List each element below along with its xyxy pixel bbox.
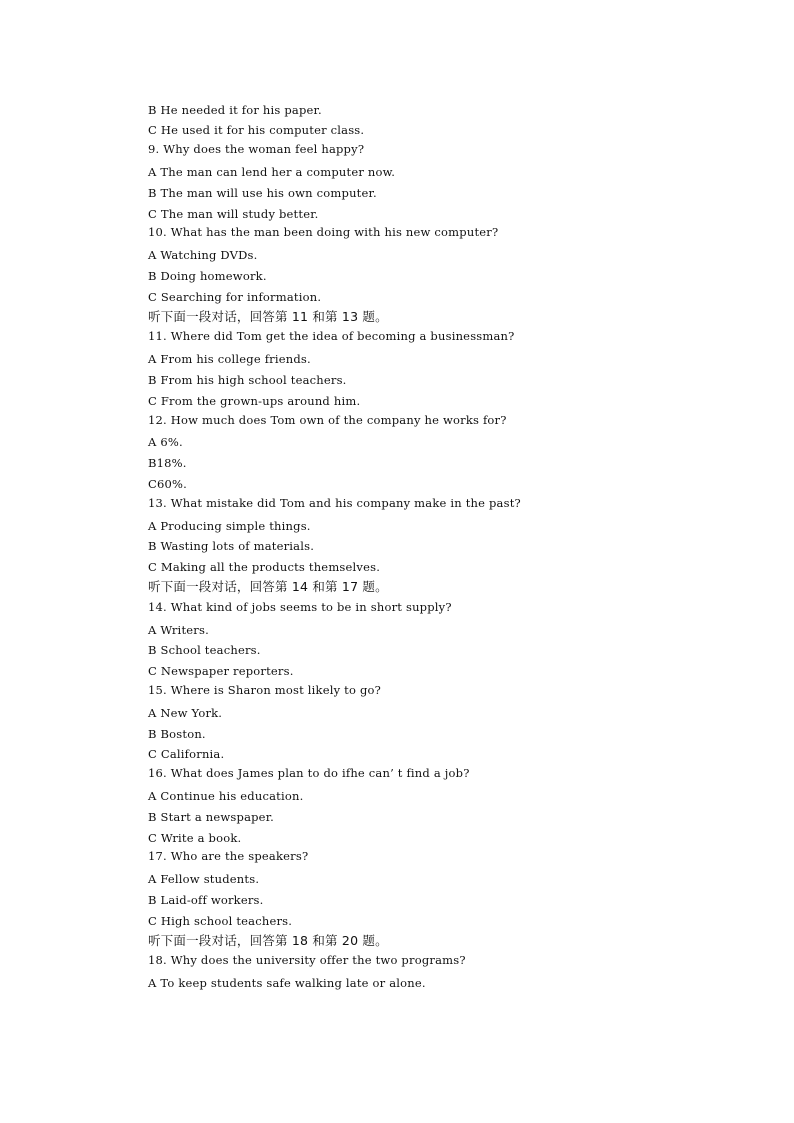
question-line: 11. Where did Tom get the idea of becoming a businessman? [148,329,515,343]
option-line: C The man will study better. [148,207,319,221]
option-line: A The man can lend her a computer now. [148,165,396,179]
question-line: 15. Where is Sharon most likely to go? [148,683,382,697]
option-line: A From his college friends. [148,352,311,366]
section-instruction: 听下面一段对话，回答第 18 和第 20 题。 [148,933,388,948]
question-line: 12. How much does Tom own of the company he works for? [148,413,507,427]
option-line: A Producing simple things. [148,519,311,533]
option-line: C Newspaper reporters. [148,664,294,678]
option-line: B The man will use his own computer. [148,186,377,200]
section-instruction: 听下面一段对话，回答第 14 和第 17 题。 [148,579,388,594]
option-line: B From his high school teachers. [148,373,347,387]
option-line: A New York. [148,706,223,720]
question-line: 10. What has the man been doing with his new computer? [148,225,499,239]
question-line: 13. What mistake did Tom and his company make in the past? [148,496,521,510]
question-line: 16. What does James plan to do ifhe can’ t find a job? [148,766,470,780]
option-line: A 6%. [148,435,183,449]
option-line: B He needed it for his paper. [148,103,322,117]
option-line: B Start a newspaper. [148,810,274,824]
option-line: C60%. [148,477,188,491]
option-line: A Fellow students. [148,872,260,886]
option-line: C California. [148,747,225,761]
option-line: C Write a book. [148,831,242,845]
option-line: B Doing homework. [148,269,267,283]
option-line: C Searching for information. [148,290,322,304]
option-line: B Laid-off workers. [148,893,264,907]
question-line: 18. Why does the university offer the two programs? [148,953,466,967]
option-line: A Watching DVDs. [148,248,258,262]
option-line: C Making all the products themselves. [148,560,381,574]
section-instruction: 听下面一段对话，回答第 11 和第 13 题。 [148,309,388,324]
option-line: A Writers. [148,623,209,637]
question-line: 17. Who are the speakers? [148,849,309,863]
option-line: C From the grown-ups around him. [148,394,361,408]
question-line: 14. What kind of jobs seems to be in short supply? [148,600,452,614]
option-line: B Wasting lots of materials. [148,539,315,553]
option-line: B Boston. [148,727,206,741]
question-line: 9. Why does the woman feel happy? [148,142,365,156]
option-line: B18%. [148,456,187,470]
option-line: C High school teachers. [148,914,293,928]
option-line: A Continue his education. [148,789,304,803]
option-line: C He used it for his computer class. [148,123,365,137]
option-line: A To keep students safe walking late or alone. [148,976,426,990]
option-line: B School teachers. [148,643,261,657]
